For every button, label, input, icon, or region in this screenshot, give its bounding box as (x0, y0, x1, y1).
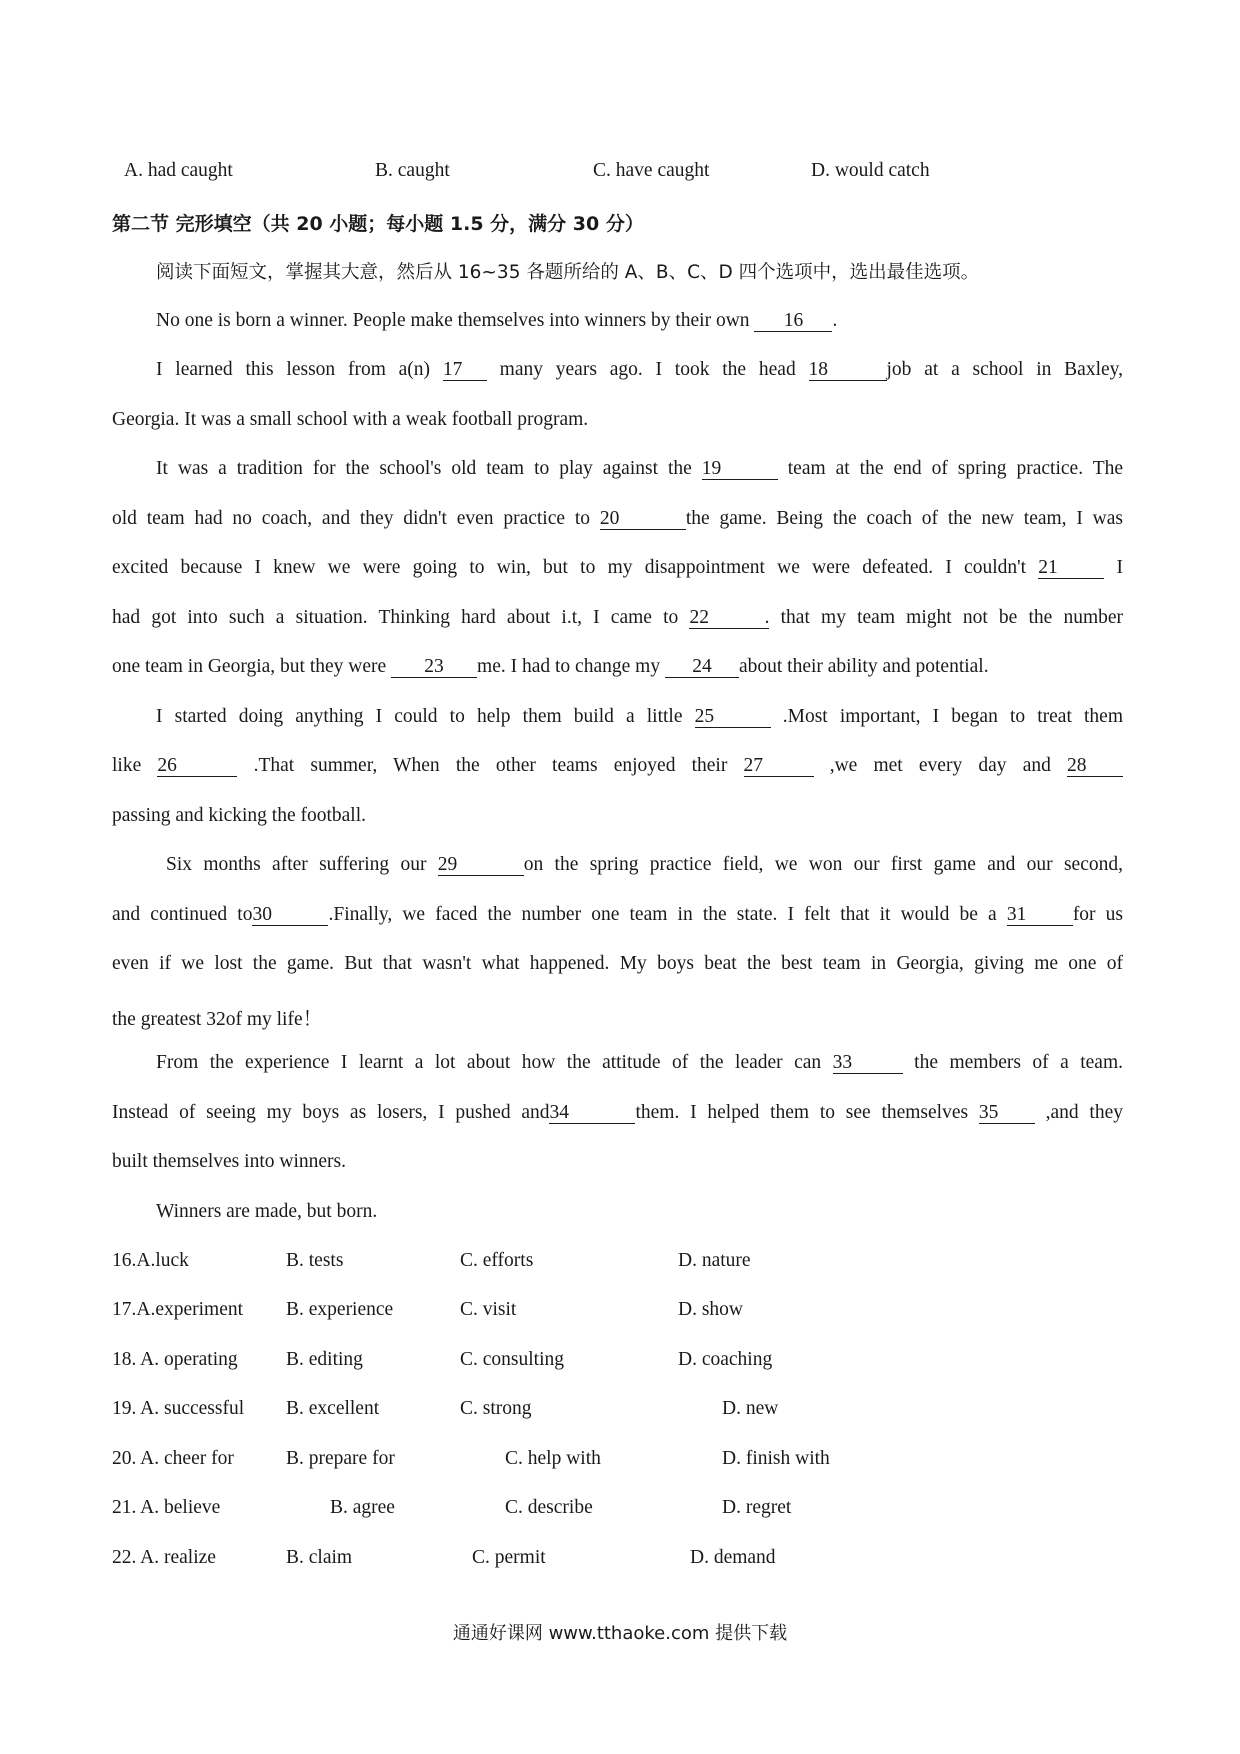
passage-line (112, 607, 1123, 629)
instruction: 阅读下面短文，掌握其大意，然后从 16~35 各题所给的 A、B、C、D 四个选项中，选出最佳选项。 (156, 262, 980, 283)
question-22-a: 22. A. realize (112, 1547, 216, 1568)
question-20-c: C. help with (505, 1448, 601, 1469)
question-21-a: 21. A. believe (112, 1497, 221, 1518)
passage-line (112, 557, 1123, 579)
text: job at a school in Baxley, (886, 359, 1124, 380)
text: From the experience I learnt a lot about how the attitude of the leader can (156, 1052, 822, 1073)
blank-33: 33 (833, 1052, 903, 1074)
passage-line (112, 656, 989, 678)
question-20-d: D. finish with (722, 1448, 830, 1469)
text: team at the end of spring practice. The (787, 458, 1124, 479)
blank-28: 28 (1067, 755, 1123, 777)
passage-line (156, 458, 1123, 480)
passage-line (112, 904, 1123, 926)
text: .That summer, When the other teams enjoyed their (253, 755, 728, 776)
question-21-d: D. regret (722, 1497, 792, 1518)
question-16-a: 16.A.luck (112, 1250, 189, 1271)
question-16-c: C. efforts (460, 1250, 534, 1271)
blank-30: 30 (252, 904, 328, 926)
passage-line: passing and kicking the football. (112, 805, 366, 826)
text: and continued to (112, 904, 253, 925)
text: ,we met every day and (829, 755, 1051, 776)
passage-line (112, 755, 1123, 777)
text: me. I had to change my (477, 656, 661, 677)
text: many years ago. I took the head (499, 359, 796, 380)
text: them. I helped them to see themselves (635, 1102, 969, 1123)
prev-option-c: C. have caught (593, 160, 710, 181)
text: .Most important, I began to treat them (782, 706, 1123, 727)
blank-35: 35 (979, 1102, 1035, 1124)
blank-17: 17 (443, 359, 487, 381)
blank-24: 24 (665, 656, 739, 678)
blank-29: 29 (438, 854, 524, 876)
blank-20: 20 (600, 508, 686, 530)
passage-line (156, 706, 1123, 728)
question-16-d: D. nature (678, 1250, 751, 1271)
question-17-d: D. show (678, 1299, 744, 1320)
text: on the spring practice field, we won our first game and our second, (523, 854, 1123, 875)
blank-19: 19 (702, 458, 778, 480)
passage-line (112, 508, 1123, 530)
question-17-b: B. experience (286, 1299, 394, 1320)
text: . (832, 310, 838, 331)
passage-line (112, 1102, 1123, 1124)
question-18-b: B. editing (286, 1349, 363, 1370)
text: I started doing anything I could to help them build a little (156, 706, 683, 727)
blank-31: 31 (1007, 904, 1073, 926)
text: .Finally, we faced the number one team in the state. I felt that it would be a (328, 904, 997, 925)
blank-27: 27 (744, 755, 814, 777)
text: Six months after suffering our (166, 854, 427, 875)
blank-16: 16 (754, 310, 832, 332)
text: Instead of seeing my boys as losers, I pushed and (112, 1102, 550, 1123)
blank-26: 26 (157, 755, 237, 777)
question-22-c: C. permit (472, 1547, 546, 1568)
text: that my team might not be the number (780, 607, 1124, 628)
question-22-d: D. demand (690, 1547, 776, 1568)
blank-23: 23 (391, 656, 477, 678)
question-21-c: C. describe (505, 1497, 593, 1518)
question-18-c: C. consulting (460, 1349, 565, 1370)
text: one team in Georgia, but they were (112, 656, 387, 677)
text: I learned this lesson from a(n) (156, 359, 431, 380)
blank-22: 22 . (689, 607, 770, 628)
blank-21: 21 (1038, 557, 1104, 579)
text: about their ability and potential. (738, 656, 989, 677)
footer: 通通好课网 www.tthaoke.com 提供下载 (452, 1623, 788, 1644)
blank-18: 18 (809, 359, 887, 381)
passage-line (166, 854, 1123, 876)
question-19-a: 19. A. successful (112, 1398, 245, 1419)
question-20-b: B. prepare for (286, 1448, 395, 1469)
text: the members of a team. (914, 1052, 1124, 1073)
passage-line: built themselves into winners. (112, 1151, 346, 1172)
text: for us (1072, 904, 1124, 925)
prev-option-d: D. would catch (811, 160, 930, 181)
question-19-c: C. strong (460, 1398, 532, 1419)
text: had got into such a situation. Thinking hard about i.t, I came to (112, 607, 679, 628)
question-17-c: C. visit (460, 1299, 517, 1320)
question-19-d: D. new (722, 1398, 779, 1419)
question-16-b: B. tests (286, 1250, 344, 1271)
question-18-a: 18. A. operating (112, 1349, 238, 1370)
question-18-d: D. coaching (678, 1349, 773, 1370)
question-17-a: 17.A.experiment (112, 1299, 244, 1320)
question-19-b: B. excellent (286, 1398, 380, 1419)
text: the game. Being the coach of the new team, I was (685, 508, 1124, 529)
passage-line (156, 310, 837, 332)
passage-line: the greatest 32of my life！ (112, 1009, 323, 1030)
text: I (1116, 557, 1123, 578)
passage-line: Winners are made, but born. (156, 1201, 378, 1222)
section-title: 第二节 完形填空（共 20 小题；每小题 1.5 分，满分 30 分） (112, 213, 644, 235)
blank-34: 34 (549, 1102, 635, 1124)
prev-option-a: A. had caught (124, 160, 233, 181)
text: ,and they (1045, 1102, 1123, 1123)
passage-line (156, 359, 1123, 381)
passage-line: Georgia. It was a small school with a weak football program. (112, 409, 589, 430)
question-22-b: B. claim (286, 1547, 353, 1568)
text: like (112, 755, 142, 776)
passage-line (156, 1052, 1123, 1074)
question-21-b: B. agree (330, 1497, 395, 1518)
text: excited because I knew we were going to win, but to my disappointment we were defeated. I couldn't (112, 557, 1027, 578)
text: old team had no coach, and they didn't even practice to (112, 508, 591, 529)
text: No one is born a winner. People make themselves into winners by their own (156, 310, 750, 331)
question-20-a: 20. A. cheer for (112, 1448, 234, 1469)
blank-25: 25 (695, 706, 771, 728)
prev-option-b: B. caught (375, 160, 450, 181)
text: It was a tradition for the school's old team to play against the (156, 458, 692, 479)
passage-line: even if we lost the game. But that wasn't what happened. My boys beat the best team in Georgia, giving me one of (112, 953, 1123, 974)
